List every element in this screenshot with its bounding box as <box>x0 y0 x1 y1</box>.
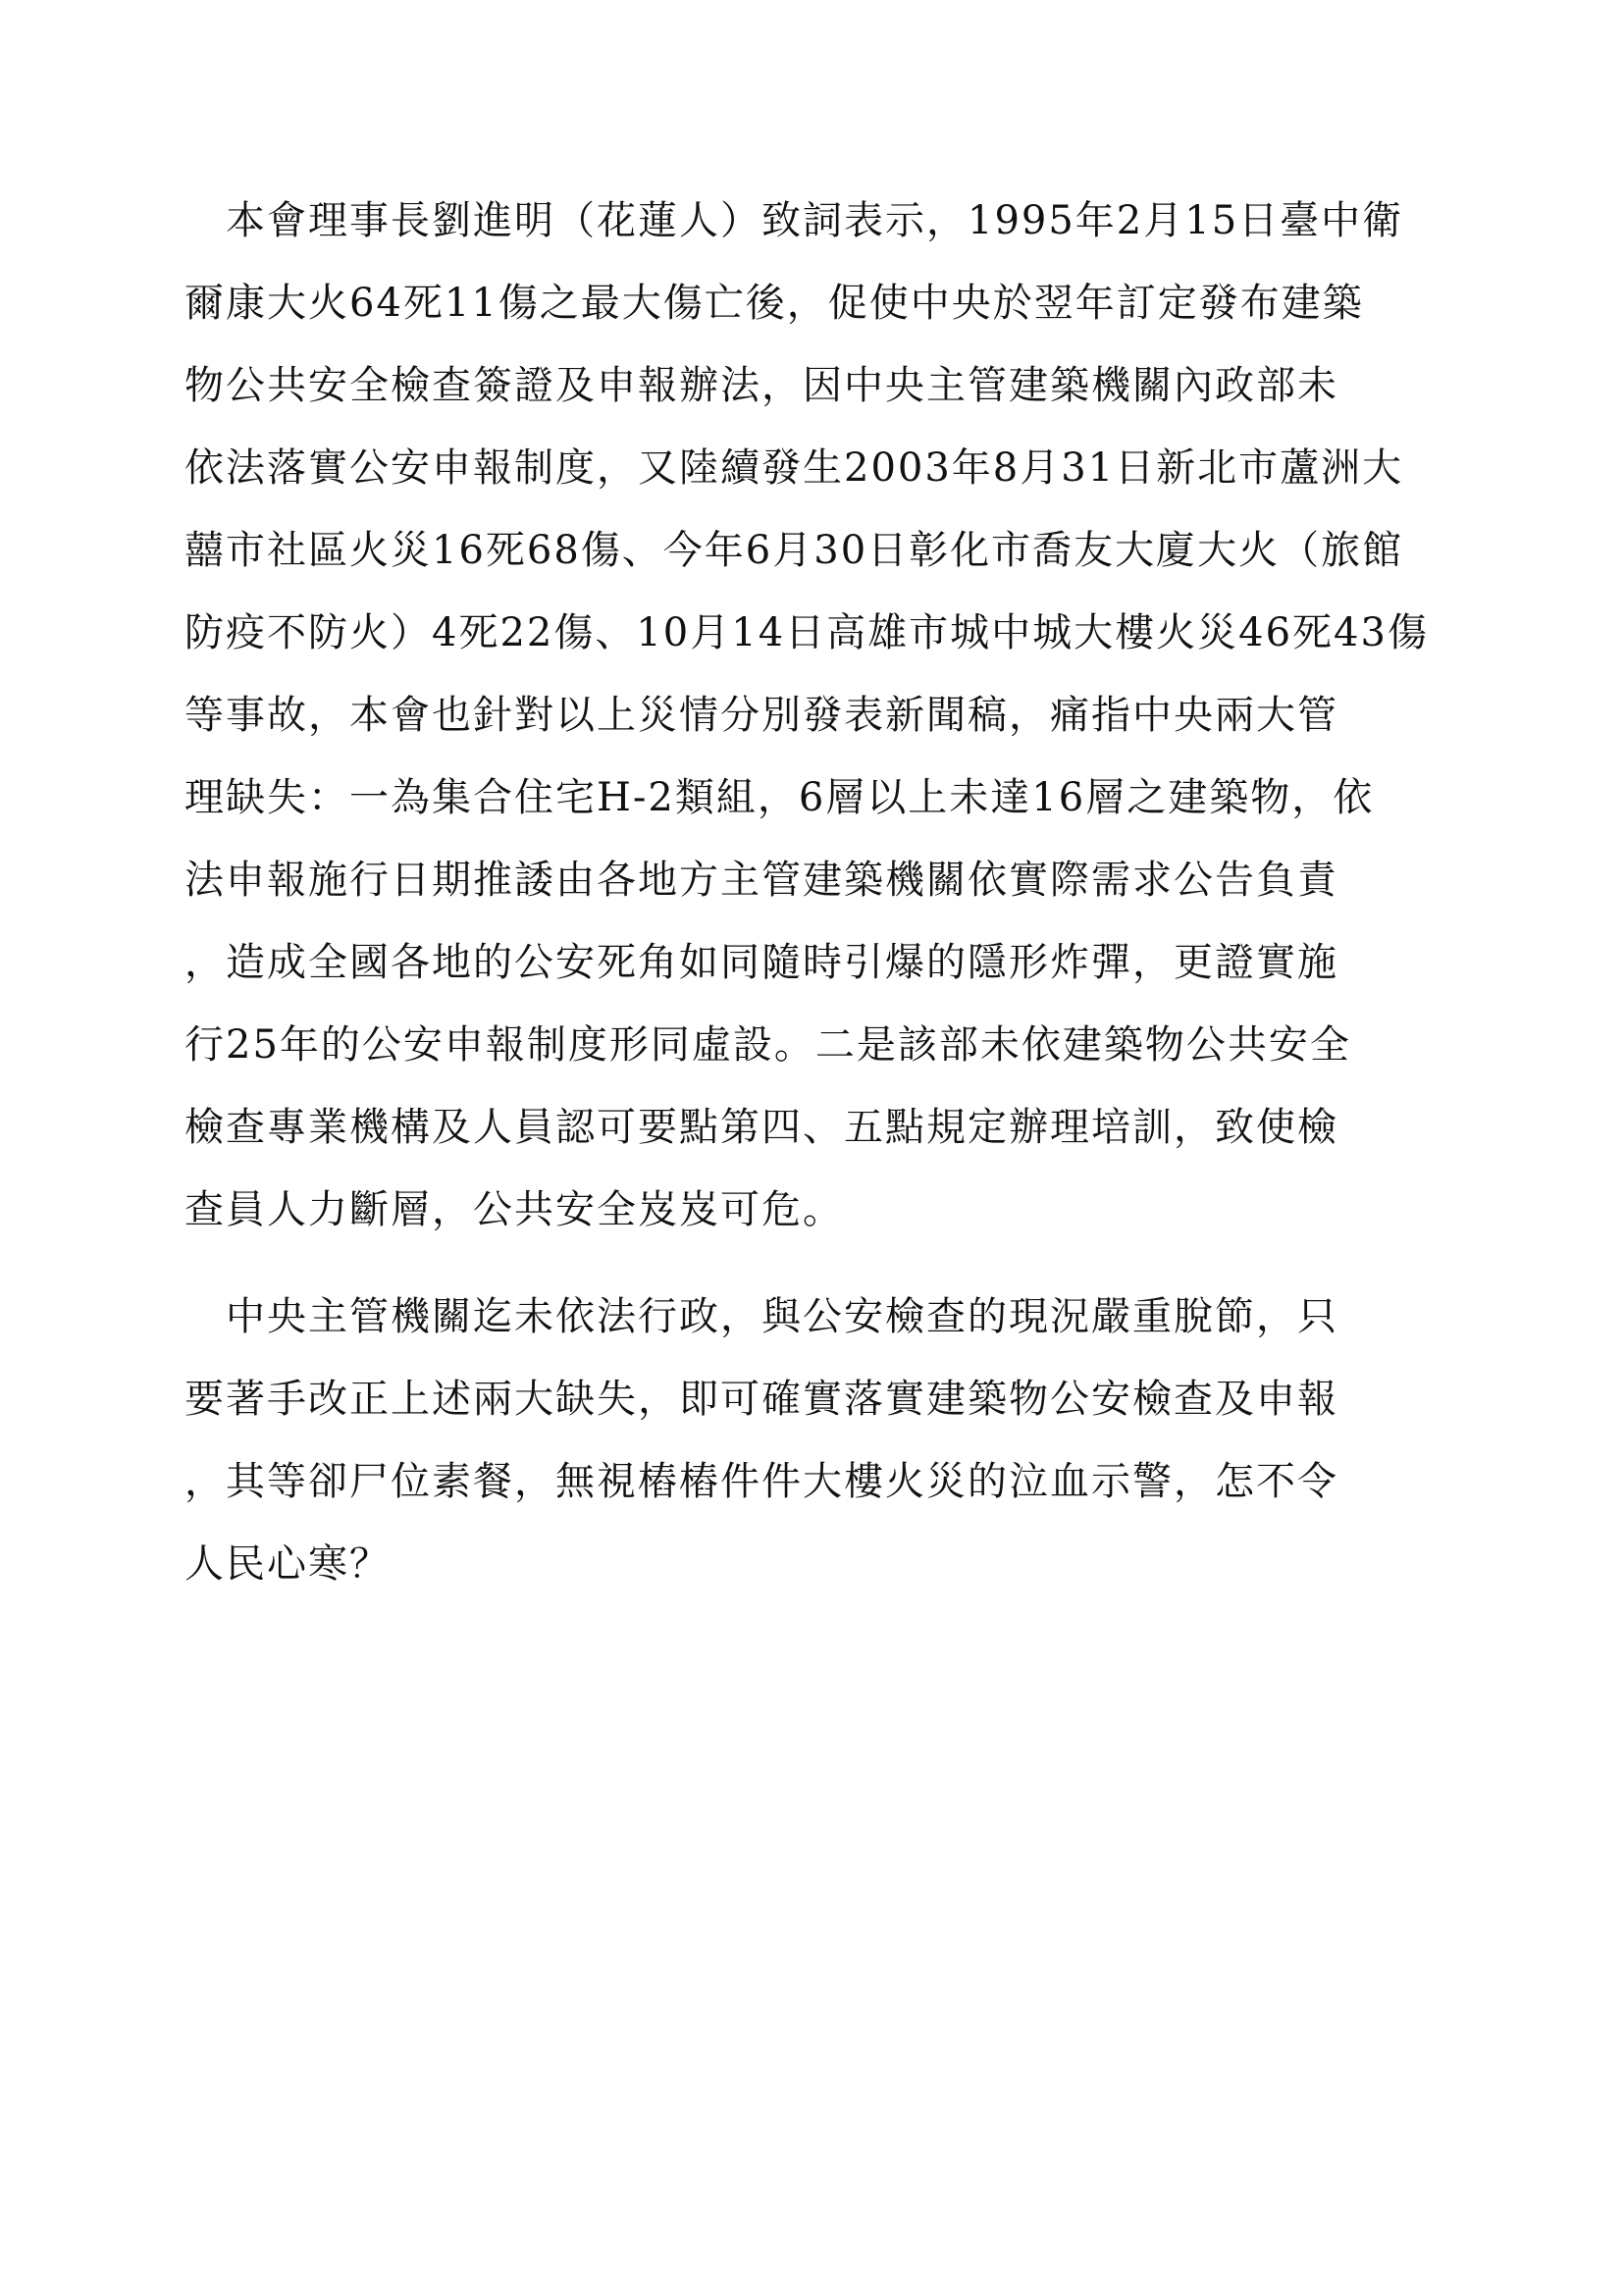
paragraph-1 <box>184 180 1480 1251</box>
paragraph-line: 物公共安全檢查簽證及申報辦法，因中央主管建築機關內政部未 <box>184 363 1338 408</box>
paragraph-line: 等事故，本會也針對以上災情分別發表新聞稿，痛指中央兩大管 <box>184 693 1338 738</box>
paragraph-line: 本會理事長劉進明（花蓮人）致詞表示，1995年2月15日臺中衛 <box>184 198 1404 243</box>
paragraph-2 <box>184 1276 1480 1605</box>
paragraph-line: 行25年的公安申報制度形同虛設。二是該部未依建築物公共安全 <box>184 1022 1351 1068</box>
paragraph-line: ，其等卻尸位素餐，無視樁樁件件大樓火災的泣血示警，怎不令 <box>184 1459 1338 1504</box>
paragraph-line: 理缺失：一為集合住宅H-2類組，6層以上未達16層之建築物，依 <box>184 775 1375 820</box>
paragraph-line: 囍市社區火災16死68傷、今年6月30日彰化市喬友大廈大火（旅館 <box>184 528 1404 573</box>
paragraph-line: 法申報施行日期推諉由各地方主管建築機關依實際需求公告負責 <box>184 858 1338 903</box>
paragraph-line: ，造成全國各地的公安死角如同隨時引爆的隱形炸彈，更證實施 <box>184 940 1338 985</box>
paragraph-line: 人民心寒？ <box>184 1541 391 1587</box>
paragraph-line: 爾康大火64死11傷之最大傷亡後，促使中央於翌年訂定發布建築 <box>184 281 1364 326</box>
paragraph-line: 防疫不防火）4死22傷、10月14日高雄市城中城大樓火災46死43傷 <box>184 610 1429 655</box>
paragraph-line: 要著手改正上述兩大缺失，即可確實落實建築物公安檢查及申報 <box>184 1377 1338 1422</box>
paragraph-line: 依法落實公安申報制度，又陸續發生2003年8月31日新北市蘆洲大 <box>184 445 1404 491</box>
paragraph-line: 中央主管機關迄未依法行政，與公安檢查的現況嚴重脫節，只 <box>184 1294 1338 1339</box>
paragraph-line: 查員人力斷層，公共安全岌岌可危。 <box>184 1187 844 1232</box>
paragraph-line: 檢查專業機構及人員認可要點第四、五點規定辦理培訓，致使檢 <box>184 1105 1338 1150</box>
